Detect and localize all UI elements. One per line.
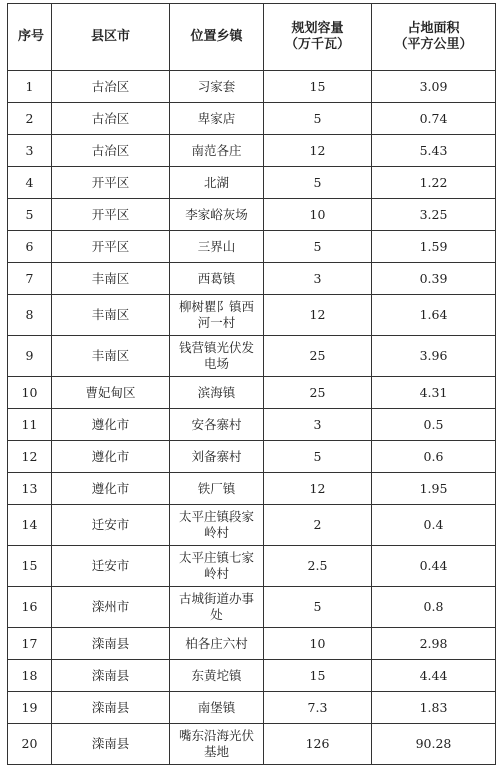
cell-index: 17 (8, 628, 52, 660)
cell-capacity: 15 (264, 71, 372, 103)
cell-index: 14 (8, 505, 52, 546)
table-row (8, 231, 496, 263)
table-row (8, 473, 496, 505)
cell-capacity: 5 (264, 441, 372, 473)
cell-town: 安各寨村 (170, 409, 264, 441)
cell-county: 迁安市 (52, 505, 170, 546)
cell-index: 10 (8, 377, 52, 409)
cell-town: 北湖 (170, 167, 264, 199)
table-row (8, 505, 496, 546)
header-county: 县区市 (52, 4, 170, 71)
cell-capacity: 12 (264, 295, 372, 336)
cell-area: 0.6 (372, 441, 496, 473)
table-row (8, 377, 496, 409)
cell-area: 1.22 (372, 167, 496, 199)
cell-town: 三界山 (170, 231, 264, 263)
cell-county: 开平区 (52, 167, 170, 199)
cell-index: 19 (8, 692, 52, 724)
table-body (8, 71, 496, 765)
cell-area: 0.74 (372, 103, 496, 135)
cell-town: 柏各庄六村 (170, 628, 264, 660)
cell-capacity: 12 (264, 135, 372, 167)
cell-county: 滦州市 (52, 587, 170, 628)
cell-town: 嘴东沿海光伏基地 (170, 724, 264, 765)
cell-area: 0.5 (372, 409, 496, 441)
cell-area: 2.98 (372, 628, 496, 660)
cell-county: 古冶区 (52, 135, 170, 167)
table-row (8, 660, 496, 692)
table-row (8, 135, 496, 167)
cell-county: 遵化市 (52, 409, 170, 441)
table-row (8, 587, 496, 628)
cell-index: 13 (8, 473, 52, 505)
cell-capacity: 7.3 (264, 692, 372, 724)
cell-index: 3 (8, 135, 52, 167)
header-capacity-line2: （万千瓦） (284, 37, 350, 52)
table-row (8, 199, 496, 231)
table-row (8, 167, 496, 199)
cell-index: 12 (8, 441, 52, 473)
cell-county: 滦南县 (52, 724, 170, 765)
table-row (8, 546, 496, 587)
cell-area: 0.39 (372, 263, 496, 295)
header-area (372, 4, 496, 71)
cell-town: 太平庄镇七家岭村 (170, 546, 264, 587)
cell-capacity: 25 (264, 377, 372, 409)
table-row (8, 724, 496, 765)
table-row (8, 628, 496, 660)
cell-town: 西葛镇 (170, 263, 264, 295)
cell-town: 卑家店 (170, 103, 264, 135)
cell-town: 古城街道办事处 (170, 587, 264, 628)
cell-index: 8 (8, 295, 52, 336)
cell-index: 7 (8, 263, 52, 295)
header-area-line2: （平方公里） (394, 37, 473, 52)
cell-index: 15 (8, 546, 52, 587)
cell-town: 习家套 (170, 71, 264, 103)
cell-town: 滨海镇 (170, 377, 264, 409)
cell-town: 南堡镇 (170, 692, 264, 724)
solar-plan-table (7, 3, 496, 765)
cell-area: 5.43 (372, 135, 496, 167)
table-row (8, 336, 496, 377)
cell-index: 20 (8, 724, 52, 765)
cell-index: 6 (8, 231, 52, 263)
cell-county: 曹妃甸区 (52, 377, 170, 409)
cell-index: 1 (8, 71, 52, 103)
cell-index: 16 (8, 587, 52, 628)
cell-capacity: 5 (264, 103, 372, 135)
cell-index: 9 (8, 336, 52, 377)
cell-county: 丰南区 (52, 336, 170, 377)
table-row (8, 71, 496, 103)
cell-capacity: 5 (264, 231, 372, 263)
cell-index: 18 (8, 660, 52, 692)
cell-county: 滦南县 (52, 628, 170, 660)
cell-town: 铁厂镇 (170, 473, 264, 505)
cell-county: 迁安市 (52, 546, 170, 587)
cell-area: 1.95 (372, 473, 496, 505)
cell-county: 古冶区 (52, 103, 170, 135)
cell-area: 1.59 (372, 231, 496, 263)
cell-area: 0.44 (372, 546, 496, 587)
table-row (8, 409, 496, 441)
cell-capacity: 10 (264, 628, 372, 660)
cell-area: 4.31 (372, 377, 496, 409)
cell-area: 3.96 (372, 336, 496, 377)
cell-county: 遵化市 (52, 441, 170, 473)
header-capacity-line1: 规划容量 (291, 21, 344, 36)
cell-town: 李家峪灰场 (170, 199, 264, 231)
header-capacity (264, 4, 372, 71)
cell-area: 0.8 (372, 587, 496, 628)
cell-index: 2 (8, 103, 52, 135)
cell-capacity: 2 (264, 505, 372, 546)
table-row (8, 692, 496, 724)
cell-area: 3.25 (372, 199, 496, 231)
cell-town: 钱营镇光伏发电场 (170, 336, 264, 377)
header-index: 序号 (8, 4, 52, 71)
table-row (8, 263, 496, 295)
cell-county: 丰南区 (52, 295, 170, 336)
cell-area: 1.83 (372, 692, 496, 724)
header-area-line1: 占地面积 (407, 21, 460, 36)
table-row (8, 295, 496, 336)
cell-capacity: 2.5 (264, 546, 372, 587)
cell-county: 开平区 (52, 231, 170, 263)
table-header-row (8, 4, 496, 71)
cell-index: 5 (8, 199, 52, 231)
cell-capacity: 10 (264, 199, 372, 231)
cell-capacity: 3 (264, 409, 372, 441)
header-town: 位置乡镇 (170, 4, 264, 71)
cell-area: 90.28 (372, 724, 496, 765)
cell-area: 4.44 (372, 660, 496, 692)
cell-capacity: 15 (264, 660, 372, 692)
cell-capacity: 3 (264, 263, 372, 295)
cell-area: 1.64 (372, 295, 496, 336)
cell-county: 遵化市 (52, 473, 170, 505)
cell-capacity: 126 (264, 724, 372, 765)
table-row (8, 103, 496, 135)
cell-county: 丰南区 (52, 263, 170, 295)
cell-capacity: 5 (264, 167, 372, 199)
cell-capacity: 5 (264, 587, 372, 628)
cell-index: 11 (8, 409, 52, 441)
cell-town: 太平庄镇段家岭村 (170, 505, 264, 546)
cell-capacity: 12 (264, 473, 372, 505)
table-row (8, 441, 496, 473)
cell-county: 开平区 (52, 199, 170, 231)
cell-town: 刘备寨村 (170, 441, 264, 473)
cell-area: 3.09 (372, 71, 496, 103)
cell-county: 滦南县 (52, 692, 170, 724)
cell-area: 0.4 (372, 505, 496, 546)
cell-county: 古冶区 (52, 71, 170, 103)
cell-town: 东黄坨镇 (170, 660, 264, 692)
cell-capacity: 25 (264, 336, 372, 377)
cell-town: 南范各庄 (170, 135, 264, 167)
cell-county: 滦南县 (52, 660, 170, 692)
cell-index: 4 (8, 167, 52, 199)
cell-town: 柳树瞿阝镇西河一村 (170, 295, 264, 336)
